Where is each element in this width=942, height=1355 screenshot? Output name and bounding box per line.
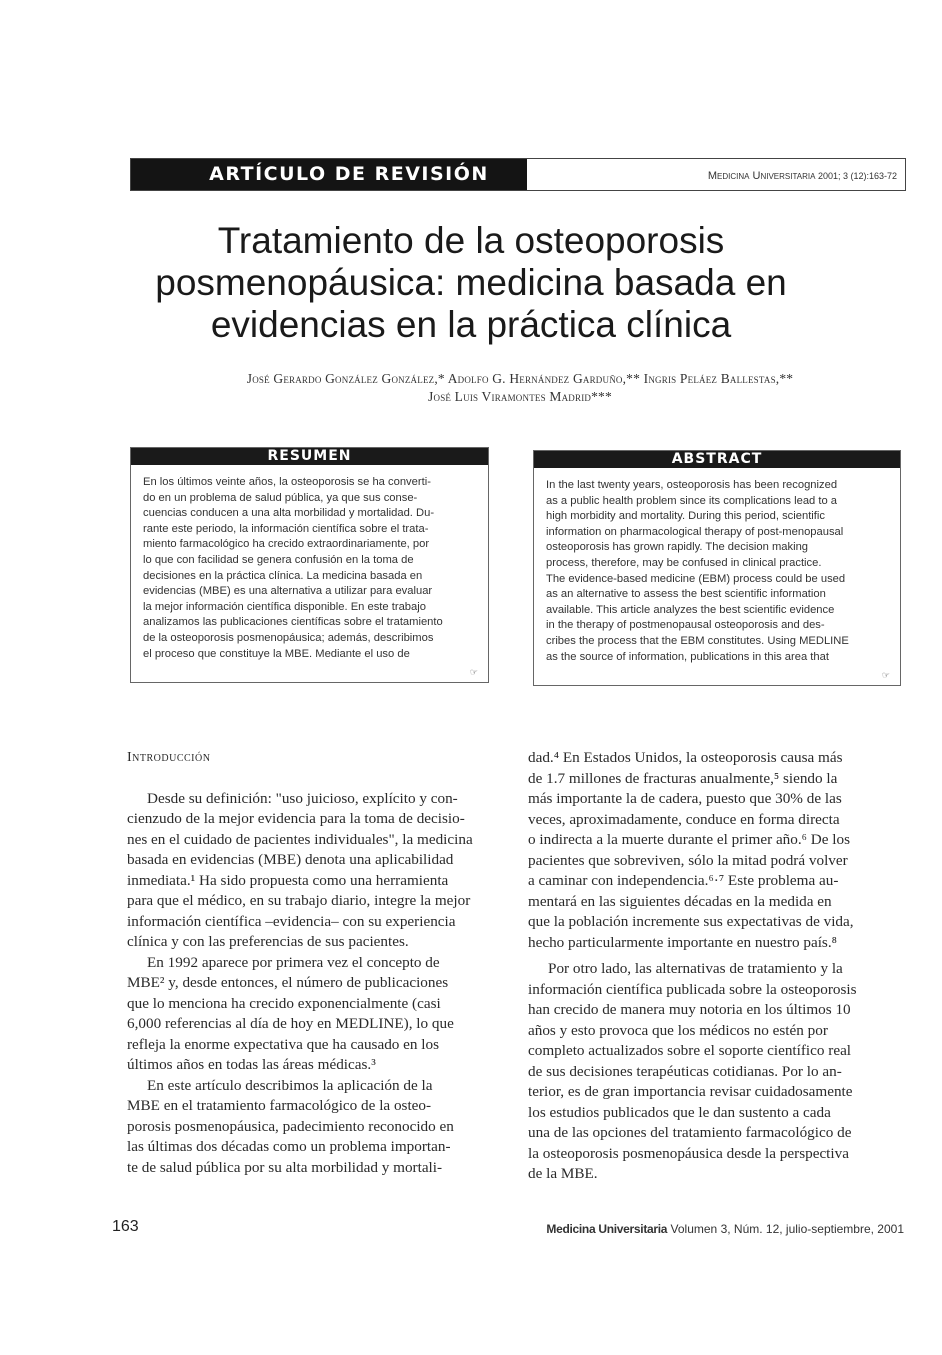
text-line: los estudios publicados que le dan sustento a cada — [528, 1103, 831, 1121]
resumen-box — [130, 447, 489, 683]
article-title — [100, 220, 842, 346]
abstract-heading: ABSTRACT — [534, 451, 900, 468]
text-line: rante este periodo, la información científica sobre el trata- — [143, 522, 429, 535]
text-line: En los últimos veinte años, la osteoporosis se ha converti- — [143, 476, 431, 488]
text-line: En este artículo describimos la aplicación de la — [147, 1076, 433, 1094]
text-line: as the source of information, publications in this area that — [546, 650, 829, 663]
text-line: información científica publicada sobre la osteoporosis — [528, 980, 857, 998]
authors — [140, 370, 900, 406]
text-line: process, therefore, may be confused in clinical practice. — [546, 556, 822, 569]
text-line: últimos años en todas las áreas médicas.³ — [127, 1056, 376, 1073]
continue-arrow-icon: ☞ — [881, 671, 890, 681]
text-line: cienzudo de la mejor evidencia para la toma de decisio- — [127, 810, 465, 827]
section-label: ARTÍCULO DE REVISIÓN — [131, 159, 527, 190]
text-line: in the therapy of postmenopausal osteoporosis and des- — [546, 619, 825, 632]
text-line: 6,000 referencias al día de hoy en MEDLINE), lo que — [127, 1015, 454, 1032]
text-line: la osteoporosis posmenopáusica desde la perspectiva — [528, 1144, 849, 1162]
footer-journal-brand: Medicina Universitaria — [546, 1222, 668, 1236]
authors-line: José Gerardo González González,* Adolfo G. Hernández Garduño,** Ingris Peláez Ballestas,** — [246, 371, 794, 386]
text-line: que la población incremente sus expectativas de vida, — [528, 913, 854, 930]
text-line: para que el médico, en su trabajo diario, integre la mejor — [127, 892, 471, 909]
text-line: MBE en el tratamiento farmacológico de la osteo- — [127, 1097, 432, 1114]
journal-citation — [708, 159, 897, 190]
body-column-left — [127, 748, 493, 1178]
text-line: veces, aproximadamente, conduce en forma directa — [528, 810, 840, 828]
text-line: osteoporosis has grown rapidly. The decision making — [546, 541, 809, 554]
text-line: lo que con facilidad se genera confusión en la toma de — [143, 553, 414, 566]
body-column-right — [528, 748, 898, 1185]
section-header-bar — [130, 158, 906, 191]
text-line: a caminar con independencia.⁶·⁷ Este problema au- — [528, 872, 839, 889]
abstract-box — [533, 450, 901, 686]
text-line: refleja la enorme expectativa que ha causado en los — [127, 1035, 440, 1053]
text-line: miento farmacológico ha crecido extraordinariamente, por — [143, 538, 430, 551]
footer-journal — [546, 1222, 904, 1236]
text-line: information on pharmacological therapy of post-menopausal — [546, 525, 844, 538]
text-line: años y esto provoca que los médicos no estén por — [528, 1021, 828, 1039]
text-line: el proceso que constituye la MBE. Mediante el uso de — [143, 647, 410, 660]
text-line: dad.⁴ En Estados Unidos, la osteoporosis causa más — [528, 749, 843, 766]
text-line: información científica –evidencia– con su experiencia — [127, 912, 456, 930]
text-line: de la MBE. — [528, 1165, 598, 1182]
text-line: basada en evidencias (MBE) denota una aplicabilidad — [127, 851, 454, 868]
text-line: de sus decisiones terapéuticas cotidianas. Por lo an- — [528, 1062, 842, 1080]
authors-line: José Luis Viramontes Madrid*** — [428, 389, 612, 404]
text-line: que lo menciona ha crecido exponencialmente (casi — [127, 994, 441, 1012]
title-line: posmenopáusica: medicina basada en — [155, 262, 787, 303]
text-line: high morbidity and mortality. During this period, scientific — [546, 510, 825, 523]
resumen-text — [131, 465, 488, 662]
text-line: las últimas dos décadas como un problema importan- — [127, 1138, 451, 1155]
text-line: la mejor información científica disponible. En este trabajo — [143, 600, 426, 613]
text-line: cuencias conducen a una alta morbilidad y mortalidad. Du- — [143, 507, 435, 520]
text-line: as an alternative to assess the best scientific information — [546, 588, 826, 601]
abstract-text — [534, 468, 900, 665]
citation: 2001; 3 (12):163-72 — [817, 171, 897, 181]
section-heading-introduccion: Introducción — [127, 750, 211, 765]
text-line: mentará en las siguientes décadas en la medida en — [528, 892, 832, 910]
text-line: En 1992 aparece por primera vez el concepto de — [147, 953, 440, 971]
text-line: te de salud pública por su alta morbilidad y mortali- — [127, 1158, 443, 1176]
text-line: do en un problema de salud pública, ya que sus conse- — [143, 491, 418, 504]
text-line: terior, es de gran importancia revisar cuidadosamente — [528, 1083, 853, 1100]
resumen-heading: RESUMEN — [131, 448, 488, 465]
text-line: una de las opciones del tratamiento farmacológico de — [528, 1124, 852, 1141]
text-line: de la osteoporosis posmenopáusica; además, describimos — [143, 631, 434, 644]
text-line: analizamos las publicaciones científicas sobre el tratamiento — [143, 616, 443, 629]
text-line: hecho particularmente importante en nuestro país.⁸ — [528, 933, 837, 951]
title-line: evidencias en la práctica clínica — [210, 304, 732, 345]
text-line: completo actualizados sobre el soporte científico real — [528, 1042, 852, 1059]
text-line: Por otro lado, las alternativas de tratamiento y la — [548, 960, 843, 977]
text-line: decisiones en la práctica clínica. La medicina basada en — [143, 569, 423, 582]
title-line: Tratamiento de la osteoporosis — [217, 220, 725, 261]
text-line: evidencias (MBE) es una alternativa a utilizar para evaluar — [143, 585, 433, 598]
text-line: han crecido de manera muy notoria en los últimos 10 — [528, 1001, 851, 1018]
text-line: o indirecta a la muerte durante el primer año.⁶ De los — [528, 831, 850, 848]
journal-name: Medicina Universitaria — [707, 170, 816, 182]
text-line: pacientes que sobreviven, sólo la mitad podrá volver — [528, 851, 848, 869]
text-line: The evidence-based medicine (EBM) process could be used — [546, 572, 846, 585]
page-number: 163 — [112, 1218, 139, 1235]
text-line: más importante la de cadera, puesto que 30% de las — [528, 790, 842, 807]
text-line: inmediata.¹ Ha sido propuesta como una herramienta — [127, 871, 449, 889]
text-line: cribes the process that the EBM constitutes. Using MEDLINE — [546, 634, 849, 647]
continue-arrow-icon: ☞ — [469, 668, 478, 678]
text-line: porosis posmenopáusica, padecimiento reconocido en — [127, 1117, 454, 1135]
text-line: Desde su definición: "uso juicioso, explícito y con- — [147, 789, 458, 807]
text-line: available. This article analyzes the best scientific evidence — [546, 603, 835, 616]
text-line: de 1.7 millones de fracturas anualmente,⁵ siendo la — [528, 769, 838, 787]
text-line: MBE² y, desde entonces, el número de publicaciones — [127, 974, 449, 991]
text-line: In the last twenty years, osteoporosis has been recognized — [546, 479, 838, 491]
text-line: nes en el cuidado de pacientes individuales", la medicina — [127, 830, 473, 848]
footer-issue: Volumen 3, Núm. 12, julio-septiembre, 2001 — [670, 1222, 904, 1236]
text-line: clínica y con las preferencias de sus pacientes. — [127, 933, 409, 950]
text-line: as a public health problem since its complications lead to a — [546, 494, 838, 507]
